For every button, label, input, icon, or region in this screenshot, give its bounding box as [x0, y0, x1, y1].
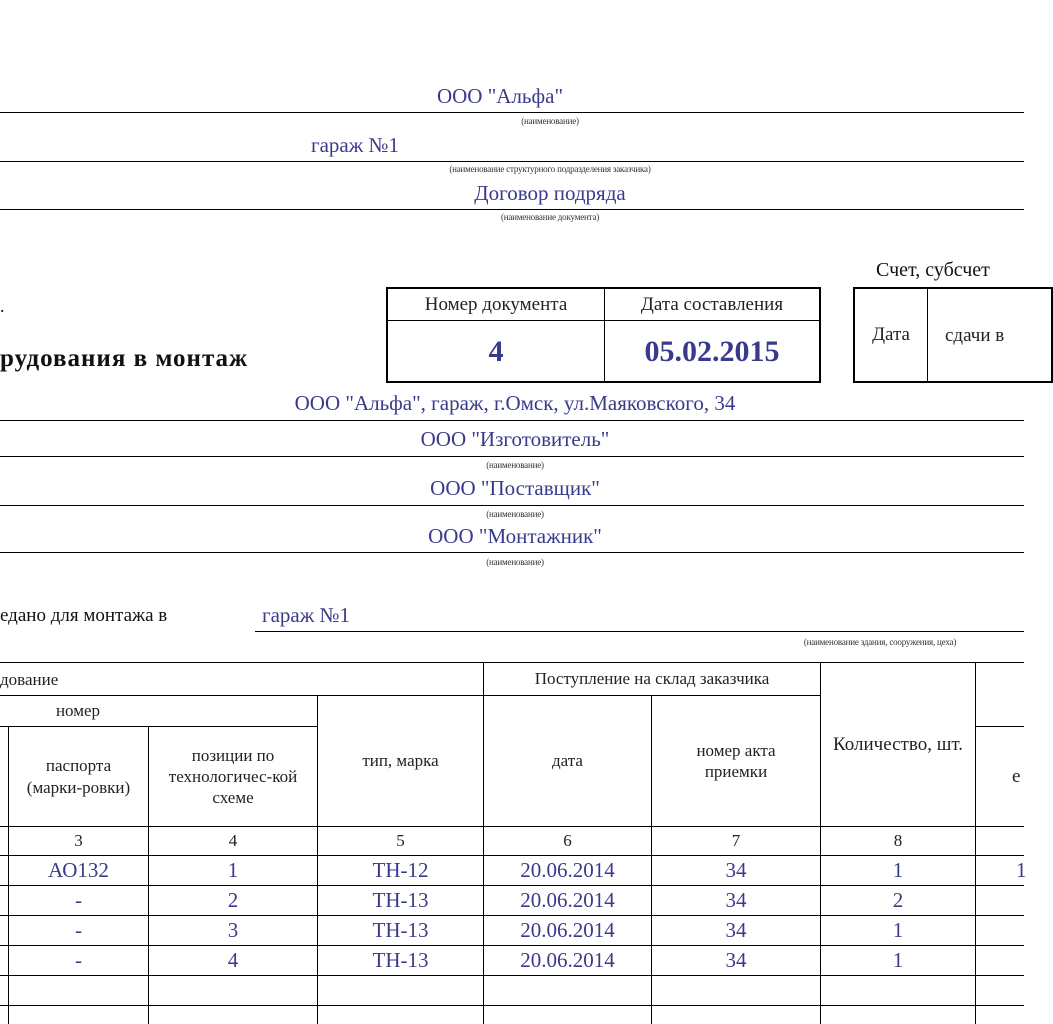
manufacturer-name: ООО "Изготовитель" [420, 427, 610, 451]
organization-underline [0, 112, 1024, 113]
passport-cell: - [75, 948, 82, 973]
division-name: гараж №1 [310, 133, 400, 157]
supplier-hint: (наименование) [486, 509, 544, 519]
type-cell: ТН-13 [372, 918, 429, 943]
date-cell: 20.06.2014 [520, 948, 615, 973]
installer-hint: (наименование) [486, 557, 544, 567]
col-number: 4 [228, 831, 238, 851]
basis-underline [0, 209, 1024, 210]
manufacturer-hint: (наименование) [486, 460, 544, 470]
type-cell: ТН-13 [372, 948, 429, 973]
account-date-label: Дата [872, 324, 910, 346]
type-cell: ТН-13 [372, 888, 429, 913]
title-mark: . [0, 296, 5, 316]
account-box [853, 287, 1053, 383]
document-number-box [386, 287, 821, 383]
transfer-hint: (наименование здания, сооружения, цеха) [803, 637, 957, 647]
col-number: 6 [563, 831, 572, 851]
col-number: 8 [893, 831, 903, 851]
passport-cell: АО132 [48, 858, 109, 883]
position-cell: 4 [227, 948, 239, 973]
act-cell: 34 [725, 888, 747, 913]
col-number: 5 [396, 831, 405, 851]
account-title: Счет, субсчет [876, 259, 990, 281]
number-group-header: номер [55, 701, 101, 721]
col-unit-header: е [1012, 766, 1021, 787]
organization-name: ООО "Альфа" [436, 84, 564, 108]
transfer-underline [255, 631, 1024, 632]
division-hint: (наименование структурного подразделения заказчика) [449, 164, 651, 174]
date-cell: 20.06.2014 [520, 858, 615, 883]
supplier-underline [0, 505, 1024, 506]
basis-document: Договор подряда [474, 181, 626, 205]
account-handover-label: сдачи в [945, 325, 1005, 346]
customer-underline [0, 420, 1024, 421]
act-cell: 34 [725, 948, 747, 973]
position-cell: 2 [227, 888, 239, 913]
type-cell: ТН-12 [372, 858, 429, 883]
qty-cell: 1 [892, 948, 904, 973]
col-act-header: номер акта приемки [696, 740, 776, 781]
col-number: 7 [731, 831, 741, 851]
qty-cell: 1 [892, 918, 904, 943]
document-number: 4 [488, 334, 504, 368]
position-cell: 1 [227, 858, 239, 883]
form-title: рудования в монтаж [0, 345, 249, 372]
document-date-label: Дата составления [640, 294, 784, 316]
document-number-label: Номер документа [424, 294, 568, 316]
col-qty-header: Количество, шт. [833, 733, 963, 755]
document-date: 05.02.2015 [644, 334, 780, 368]
unit-cell: 1 [1016, 858, 1027, 882]
manufacturer-underline [0, 456, 1024, 457]
supplier-name: ООО "Поставщик" [430, 476, 600, 500]
qty-cell: 2 [892, 888, 904, 913]
col-date-header: дата [552, 751, 583, 771]
customer-address: ООО "Альфа", гараж, г.Омск, ул.Маяковского, 34 [294, 391, 736, 415]
act-cell: 34 [725, 858, 747, 883]
col-number: 3 [74, 831, 83, 851]
col-passport-header: паспорта (марки-ровки) [26, 756, 131, 797]
col-position-header: позиции по технологичес-кой схеме [168, 745, 298, 808]
division-underline [0, 161, 1024, 162]
organization-hint: (наименование) [521, 116, 579, 126]
equipment-group-header: дование [0, 670, 59, 689]
date-cell: 20.06.2014 [520, 888, 615, 913]
qty-cell: 1 [892, 858, 904, 883]
passport-cell: - [75, 888, 82, 913]
act-cell: 34 [725, 918, 747, 943]
col-type-header: тип, марка [362, 751, 439, 771]
installer-name: ООО "Монтажник" [428, 524, 602, 548]
transfer-location: гараж №1 [262, 603, 351, 627]
date-cell: 20.06.2014 [520, 918, 615, 943]
receipt-group-header: Поступление на склад заказчика [534, 669, 770, 689]
position-cell: 3 [227, 918, 239, 943]
passport-cell: - [75, 918, 82, 943]
basis-hint: (наименование документа) [500, 212, 600, 222]
installer-underline [0, 552, 1024, 553]
transfer-label: едано для монтажа в [0, 605, 168, 626]
